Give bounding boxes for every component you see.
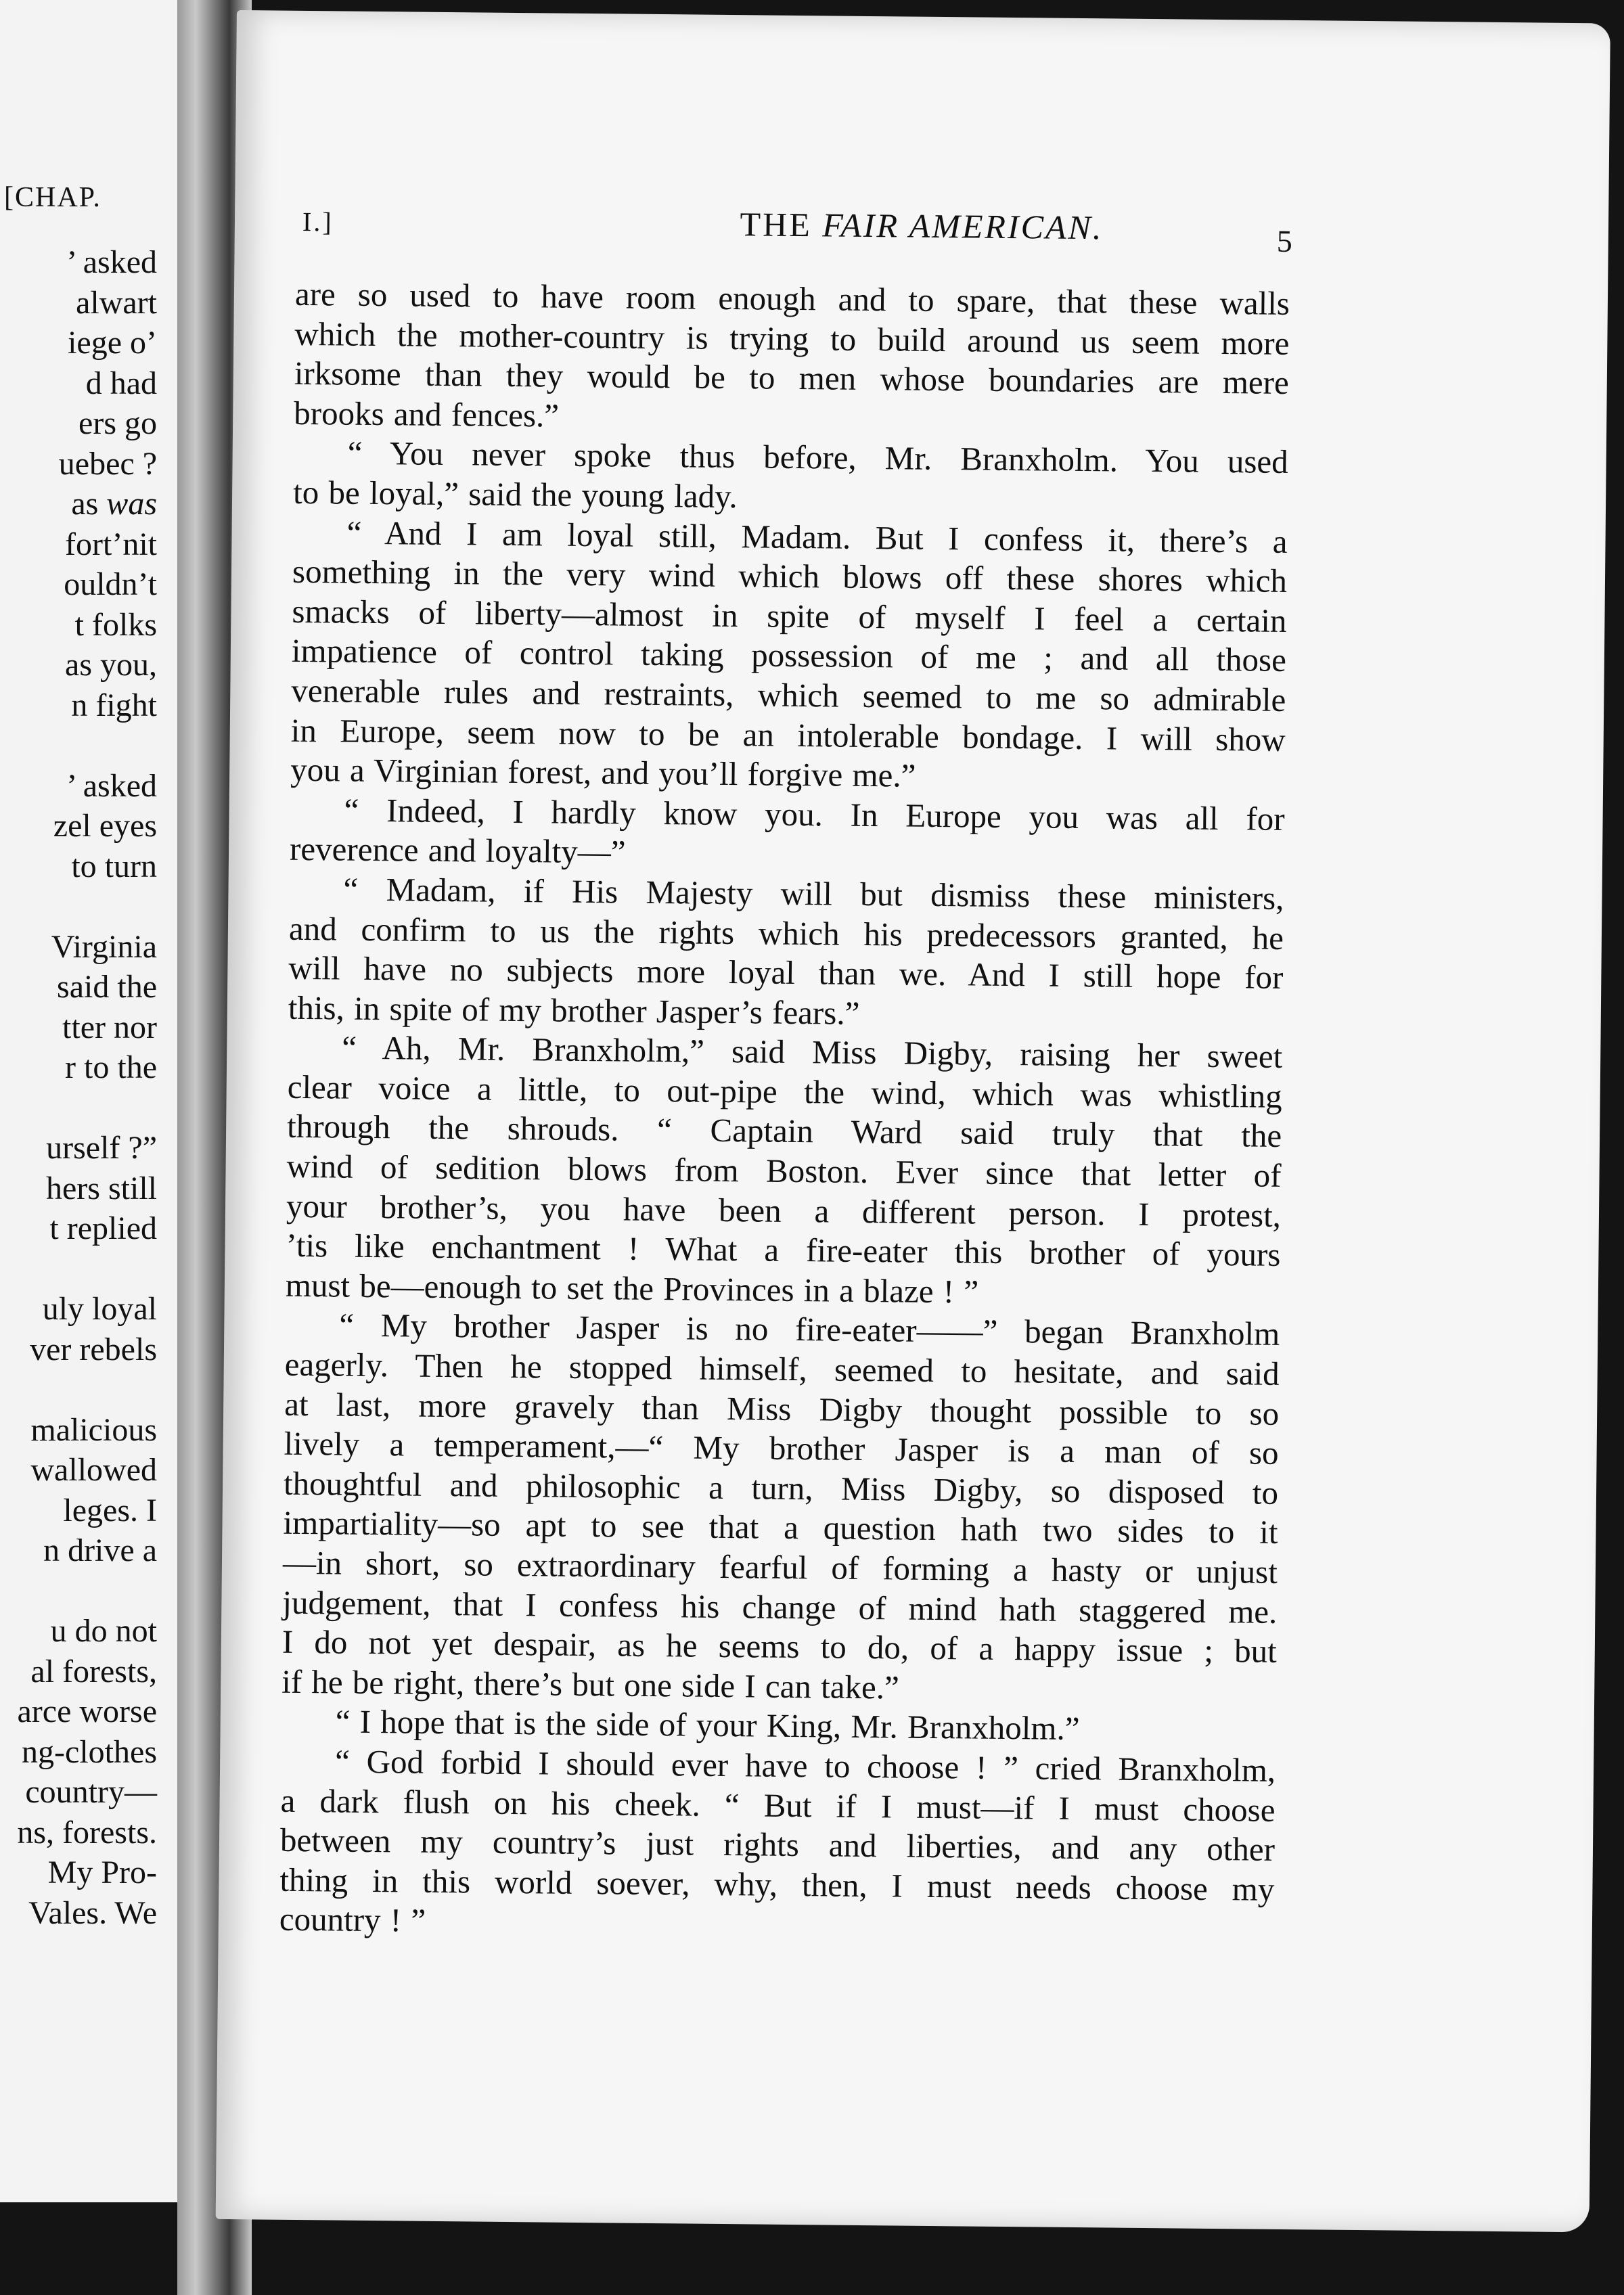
text-line: “ God forbid I should ever have to choose ! ” cried Branxholm, [334, 1742, 1276, 1789]
chapter-marker: I.] [302, 206, 334, 237]
text-line: brooks and fences.” [294, 394, 560, 434]
text-line: wind of sedition blows from Boston. Ever since that letter of [286, 1147, 1282, 1194]
left-text-line: ers go [78, 405, 157, 441]
text-line: at last, more gravely than Miss Digby thought possible to so [284, 1385, 1280, 1432]
left-text-line: uly loyal [42, 1291, 157, 1327]
page-number: 5 [1276, 223, 1293, 258]
text-line: between my country’s just rights and liberties, and any other [279, 1821, 1276, 1869]
left-text-line [0, 1088, 157, 1129]
text-line: venerable rules and restraints, which seemed to me so admirable [291, 671, 1286, 719]
left-text-line [0, 725, 157, 766]
text-line: if he be right, there’s but one side I can take.” [281, 1662, 900, 1706]
text-line: impartiality—so apt to see that a question hath two sides to it [283, 1504, 1278, 1551]
text-line: lively a temperament,—“ My brother Jasper is a man of so [284, 1424, 1279, 1472]
left-text-line: iege o’ [68, 325, 157, 361]
text-line: must be—enough to set the Provinces in a blaze ! ” [285, 1266, 979, 1311]
running-title-italic: FAIR AMERICAN. [822, 206, 1104, 247]
left-text-line: Virginia [51, 928, 157, 965]
text-line: thing in this world soever, why, then, I must needs choose my [279, 1861, 1275, 1908]
text-line: something in the very wind which blows off these shores which [292, 552, 1288, 600]
running-title-prefix: THE [740, 205, 823, 244]
text-line: to be loyal,” said the young lady. [292, 473, 738, 516]
left-text-line [0, 1369, 157, 1410]
text-line: “ You never spoke thus before, Mr. Branxholm. You used [347, 434, 1288, 481]
text-line: “ Ah, Mr. Branxholm,” said Miss Digby, raising her sweet [342, 1028, 1283, 1076]
left-text-line: ns, forests. [17, 1814, 157, 1850]
left-page-text [0, 242, 157, 1933]
left-text-line: Vales. We [28, 1894, 157, 1931]
text-line: judgement, that I confess his change of mind hath staggered me. [282, 1583, 1278, 1631]
left-text-line: leges. I [63, 1492, 157, 1528]
left-running-head: [CHAP. [4, 182, 102, 213]
text-line: reverence and loyalty—” [289, 830, 626, 871]
text-line: a dark flush on his cheek. “ But if I must—if I must choose [280, 1781, 1276, 1829]
text-line: “ Madam, if His Majesty will but dismiss these ministers, [343, 870, 1284, 917]
left-text-line: t folks [74, 606, 157, 643]
left-text-line: hers still [46, 1170, 157, 1206]
left-text-line: u do not [50, 1613, 157, 1649]
left-text-line: ng-clothes [22, 1733, 157, 1770]
left-text-line: ’ asked [66, 767, 157, 804]
text-line: you a Virginian forest, and you’ll forgive me.” [290, 750, 916, 794]
text-line: I do not yet despair, as he seems to do, of a happy issue ; but [281, 1622, 1278, 1671]
left-text-line: fort’nit [65, 526, 157, 562]
left-text-line: ouldn’t [64, 566, 157, 602]
left-text-line: ver rebels [30, 1331, 157, 1367]
left-text-line: wallowed [30, 1452, 157, 1488]
text-line: “ I hope that is the side of your King, Mr. Branxholm.” [335, 1702, 1080, 1748]
text-line: thoughtful and philosophic a turn, Miss Digby, so disposed to [283, 1464, 1279, 1512]
left-text-line [0, 1249, 157, 1290]
text-line: this, in spite of my brother Jasper’s fears.” [288, 989, 860, 1032]
text-line: “ And I am loyal still, Madam. But I confess it, there’s a [346, 514, 1288, 560]
left-text-line: said the [57, 969, 157, 1005]
text-line: smacks of liberty—almost in spite of myself I feel a certain [292, 592, 1287, 639]
left-text-line: My Pro- [47, 1855, 157, 1890]
left-text-line: d had [85, 365, 157, 401]
text-line: and confirm to us the rights which his predecessors granted, he [288, 909, 1284, 957]
text-line: irksome than they would be to men whose boundaries are mere [294, 355, 1290, 402]
left-text-line [0, 1571, 157, 1612]
text-line: impatience of control taking possession of me ; and all those [291, 632, 1287, 679]
left-text-line: to turn [71, 848, 157, 884]
left-text-line: ’ asked [66, 244, 157, 280]
left-text-line: n drive a [43, 1532, 157, 1568]
text-body [279, 275, 1290, 1949]
left-text-line: malicious [30, 1411, 157, 1448]
main-page [216, 10, 1610, 2232]
text-line: are so used to have room enough and to spare, that these walls [294, 275, 1290, 322]
text-line: country ! ” [279, 1901, 426, 1940]
left-text-line: al forests, [30, 1653, 157, 1689]
left-text-line: urself ?” [46, 1130, 157, 1166]
left-text-line [0, 886, 157, 927]
text-line: through the shrouds. “ Captain Ward said truly that the [286, 1108, 1282, 1155]
text-line: will have no subjects more loyal than we. And I still hope for [288, 949, 1284, 997]
left-text-line: t replied [49, 1210, 157, 1246]
text-line: clear voice a little, to out-pipe the wind, which was whistling [287, 1068, 1282, 1115]
running-title [235, 200, 1608, 252]
left-text-line: r to the [65, 1049, 157, 1085]
left-text-line: n fight [71, 687, 157, 723]
text-line: your brother’s, you have been a different person. I protest, [286, 1187, 1282, 1234]
left-text-line: country— [25, 1774, 157, 1810]
left-page [0, 0, 177, 2202]
text-line: eagerly. Then he stopped himself, seemed to hesitate, and said [284, 1345, 1280, 1392]
text-line: “ Indeed, I hardly know you. In Europe you was all for [344, 791, 1285, 838]
left-text-line: uebec ? [58, 445, 157, 482]
text-line: which the mother-country is trying to build around us seem more [294, 315, 1290, 362]
left-text-line: zel eyes [53, 808, 157, 844]
left-text-line: alwart [76, 284, 157, 321]
text-line: in Europe, seem now to be an intolerable bondage. I will show [290, 711, 1286, 758]
text-line: ’tis like enchantment ! What a fire-eater this brother of yours [286, 1227, 1281, 1274]
left-text-line: tter nor [62, 1009, 157, 1045]
left-text-line: as was [71, 486, 157, 522]
text-line: “ My brother Jasper is no fire-eater——” began Branxholm [339, 1306, 1280, 1353]
left-text-line: arce worse [17, 1694, 157, 1729]
left-text-line: as you, [65, 647, 157, 683]
text-line: —in short, so extraordinary fearful of forming a hasty or unjust [282, 1543, 1278, 1591]
running-head [235, 200, 1609, 260]
